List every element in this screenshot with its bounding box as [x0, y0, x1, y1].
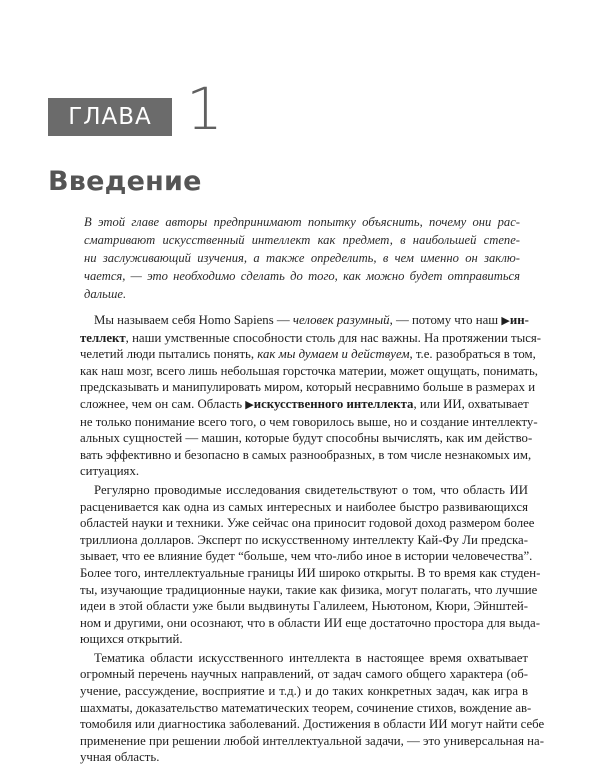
text-run: вать эффективно и безопасно в самых разнообразных, в том числе незнакомых им,	[80, 447, 532, 462]
text-line	[80, 700, 532, 717]
text-run: , наши умственные способности столь для нас важны. На протяжении тыся-	[125, 330, 542, 345]
text-run: идеи в этой области уже были выдвинуты Галилеем, Ньютоном, Кюри, Эйнштей-	[80, 599, 528, 614]
term-bold: искусственного интеллекта	[253, 396, 414, 411]
text-line	[80, 414, 538, 431]
text-run: ном и другими, они осознают, что в области ИИ еще достаточно простора для выда-	[80, 615, 540, 630]
text-run: расценивается как одна из самых интересных и наиболее быстро развивающихся	[80, 499, 528, 514]
text-line	[80, 482, 528, 499]
text-run: челетий люди пытались понять,	[80, 347, 258, 362]
text-run: ты, изучающие традиционные науки, такие как физика, могут полагать, что лучшие	[80, 582, 538, 597]
text-line	[80, 447, 532, 464]
text-line	[80, 716, 545, 733]
text-run: Тематика области искусственного интеллекта в настоящее время охватывает	[94, 650, 528, 665]
intro-line: сматривают искусственный интеллект как предмет, в наибольшей степе-	[84, 233, 520, 247]
text-line	[80, 565, 541, 582]
text-line	[80, 615, 540, 632]
text-run: Более того, интеллектуальные границы ИИ широко открыты. В то время как студен-	[80, 565, 541, 580]
term-bold: ин-	[509, 313, 529, 327]
text-line	[80, 532, 528, 549]
text-line	[80, 330, 542, 347]
text-line	[80, 499, 528, 516]
text-line	[80, 363, 538, 380]
chapter-title: Введение	[48, 166, 202, 197]
text-line	[80, 396, 528, 414]
intro-line: дальше.	[84, 287, 127, 301]
glossary-marker-icon: ▶	[501, 315, 510, 327]
text-run: ющихся открытий.	[80, 632, 183, 647]
text-run: томобиля или диагностика заболеваний. Достижения в области ИИ могут найти себе	[80, 717, 545, 732]
text-run: зывает, что ее влияние будет “больше, чем что-либо иное в истории человечества”.	[80, 549, 533, 564]
body-text	[80, 312, 545, 768]
text-run: шахматы, доказательство математических теорем, сочинение стихов, вождение ав-	[80, 700, 532, 715]
text-run: альных сущностей — машин, которые будут способны вычислять, как им действо-	[80, 431, 533, 446]
text-line	[80, 346, 536, 363]
text-line	[80, 650, 528, 667]
text-line	[80, 515, 535, 532]
text-line	[80, 463, 528, 480]
text-run: учение, рассуждение, восприятие и т.д.) и до таких конкретных задач, как игра в	[80, 684, 528, 699]
text-run: Мы называем себя Homo Sapiens —	[94, 313, 293, 327]
intro-line: чается, — это необходимо сделать до того, как можно будет отправиться	[84, 269, 520, 283]
text-run: как наш мозг, всего лишь небольшая горсточка материи, может ощущать, понимать,	[80, 363, 538, 378]
text-line	[80, 582, 538, 599]
text-line	[80, 749, 528, 766]
text-run: Регулярно проводимые исследования свидетельствуют о том, что область ИИ	[94, 482, 528, 497]
chapter-label: ГЛАВА	[48, 98, 172, 136]
text-run: предсказывать и манипулировать миром, который несравнимо больше в размерах и	[80, 380, 536, 395]
text-run: областей науки и техники. Уже сейчас она приносит годовой доход размером более	[80, 516, 535, 531]
text-line	[80, 683, 528, 700]
text-run: , или ИИ, охватывает	[413, 396, 529, 411]
paragraph	[80, 312, 542, 480]
paragraph	[80, 482, 541, 648]
text-run: , т.е. разобраться в том,	[409, 347, 536, 362]
text-run: , — потому что наш	[389, 313, 502, 327]
chapter-number: 1	[186, 75, 223, 143]
chapter-intro	[84, 213, 520, 303]
text-run: триллиона долларов. Эксперт по искусственному интеллекту Кай-Фу Ли предска-	[80, 532, 528, 547]
text-line	[80, 733, 544, 750]
text-line	[80, 312, 528, 330]
emphasis: как мы думаем и действуем	[257, 347, 410, 362]
text-line	[80, 666, 528, 683]
text-line	[80, 430, 533, 447]
text-line	[80, 598, 528, 615]
text-run: применение при решении любой интеллектуальной задачи, — это универсальная на-	[80, 733, 544, 748]
paragraph	[80, 650, 545, 766]
text-run: не только понимание всего того, о чем говорилось выше, но и создание интеллекту-	[80, 414, 538, 429]
text-line	[80, 548, 533, 565]
text-line	[80, 631, 528, 648]
term-bold: теллект	[80, 330, 126, 345]
intro-line: В этой главе авторы предпринимают попытку объяснить, почему они рас-	[84, 215, 520, 229]
text-run: сложнее, чем он сам. Область	[80, 396, 246, 411]
text-run: огромный перечень научных направлений, от задач самого общего характера (об-	[80, 667, 528, 682]
intro-line: ни заслуживающий изучения, а также определить, в чем именно он заклю-	[84, 251, 520, 265]
text-run: учная область.	[80, 750, 160, 765]
glossary-marker-icon: ▶	[245, 398, 254, 411]
emphasis: человек разумный	[292, 313, 390, 327]
text-run: ситуациях.	[80, 464, 140, 479]
text-line	[80, 379, 536, 396]
